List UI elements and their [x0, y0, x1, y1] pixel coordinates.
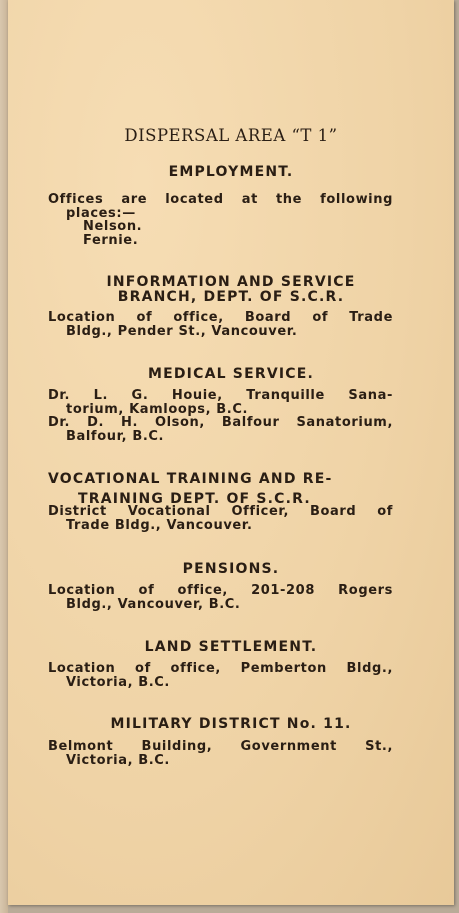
information-heading-line-1: INFORMATION AND SERVICE	[106, 274, 356, 290]
employment-line-3: Nelson.	[83, 219, 143, 234]
military-district-body	[48, 740, 393, 767]
medical-line-4: Balfour, B.C.	[66, 428, 165, 444]
military-district-line-2: Victoria, B.C.	[66, 752, 170, 768]
employment-line-1: Offices are located at the following	[48, 192, 393, 207]
pensions-line-2: Bldg., Vancouver, B.C.	[66, 596, 241, 612]
land-settlement-line-1: Location of office, Pemberton Bldg.,	[48, 661, 393, 676]
information-line-1: Location of office, Board of Trade	[48, 310, 393, 325]
vocational-body	[48, 505, 393, 532]
document-title: DISPERSAL AREA “T 1”	[124, 126, 338, 145]
document-page	[8, 0, 454, 905]
pensions-line-1: Location of office, 201-208 Rogers	[48, 583, 393, 598]
employment-heading: EMPLOYMENT.	[168, 164, 294, 180]
land-settlement-line-2: Victoria, B.C.	[66, 674, 170, 690]
military-district-heading: MILITARY DISTRICT No. 11.	[110, 716, 352, 732]
vocational-heading-line-2: TRAINING DEPT. OF S.C.R.	[78, 491, 311, 507]
medical-line-1: Dr. L. G. Houie, Tranquille Sana-	[48, 388, 393, 403]
vocational-heading-line-1: VOCATIONAL TRAINING AND RE-	[48, 471, 333, 487]
land-settlement-body	[48, 662, 393, 689]
medical-line-2: torium, Kamloops, B.C.	[66, 401, 249, 417]
pensions-heading: PENSIONS.	[182, 561, 280, 577]
land-settlement-heading: LAND SETTLEMENT.	[144, 639, 318, 655]
military-district-line-1: Belmont Building, Government St.,	[48, 739, 393, 754]
medical-heading: MEDICAL SERVICE.	[147, 366, 315, 382]
information-body	[48, 311, 393, 338]
employment-body	[48, 193, 393, 247]
medical-body	[48, 389, 393, 443]
vocational-line-1: District Vocational Officer, Board of	[48, 504, 393, 519]
pensions-body	[48, 584, 393, 611]
employment-line-2: places:—	[66, 205, 136, 221]
employment-line-4: Fernie.	[83, 232, 139, 248]
page-edge	[0, 0, 8, 913]
information-heading-line-2: BRANCH, DEPT. OF S.C.R.	[117, 289, 345, 305]
information-line-2: Bldg., Pender St., Vancouver.	[66, 323, 298, 339]
vocational-line-2: Trade Bldg., Vancouver.	[66, 517, 253, 533]
medical-line-3: Dr. D. H. Olson, Balfour Sanatorium,	[48, 415, 393, 430]
